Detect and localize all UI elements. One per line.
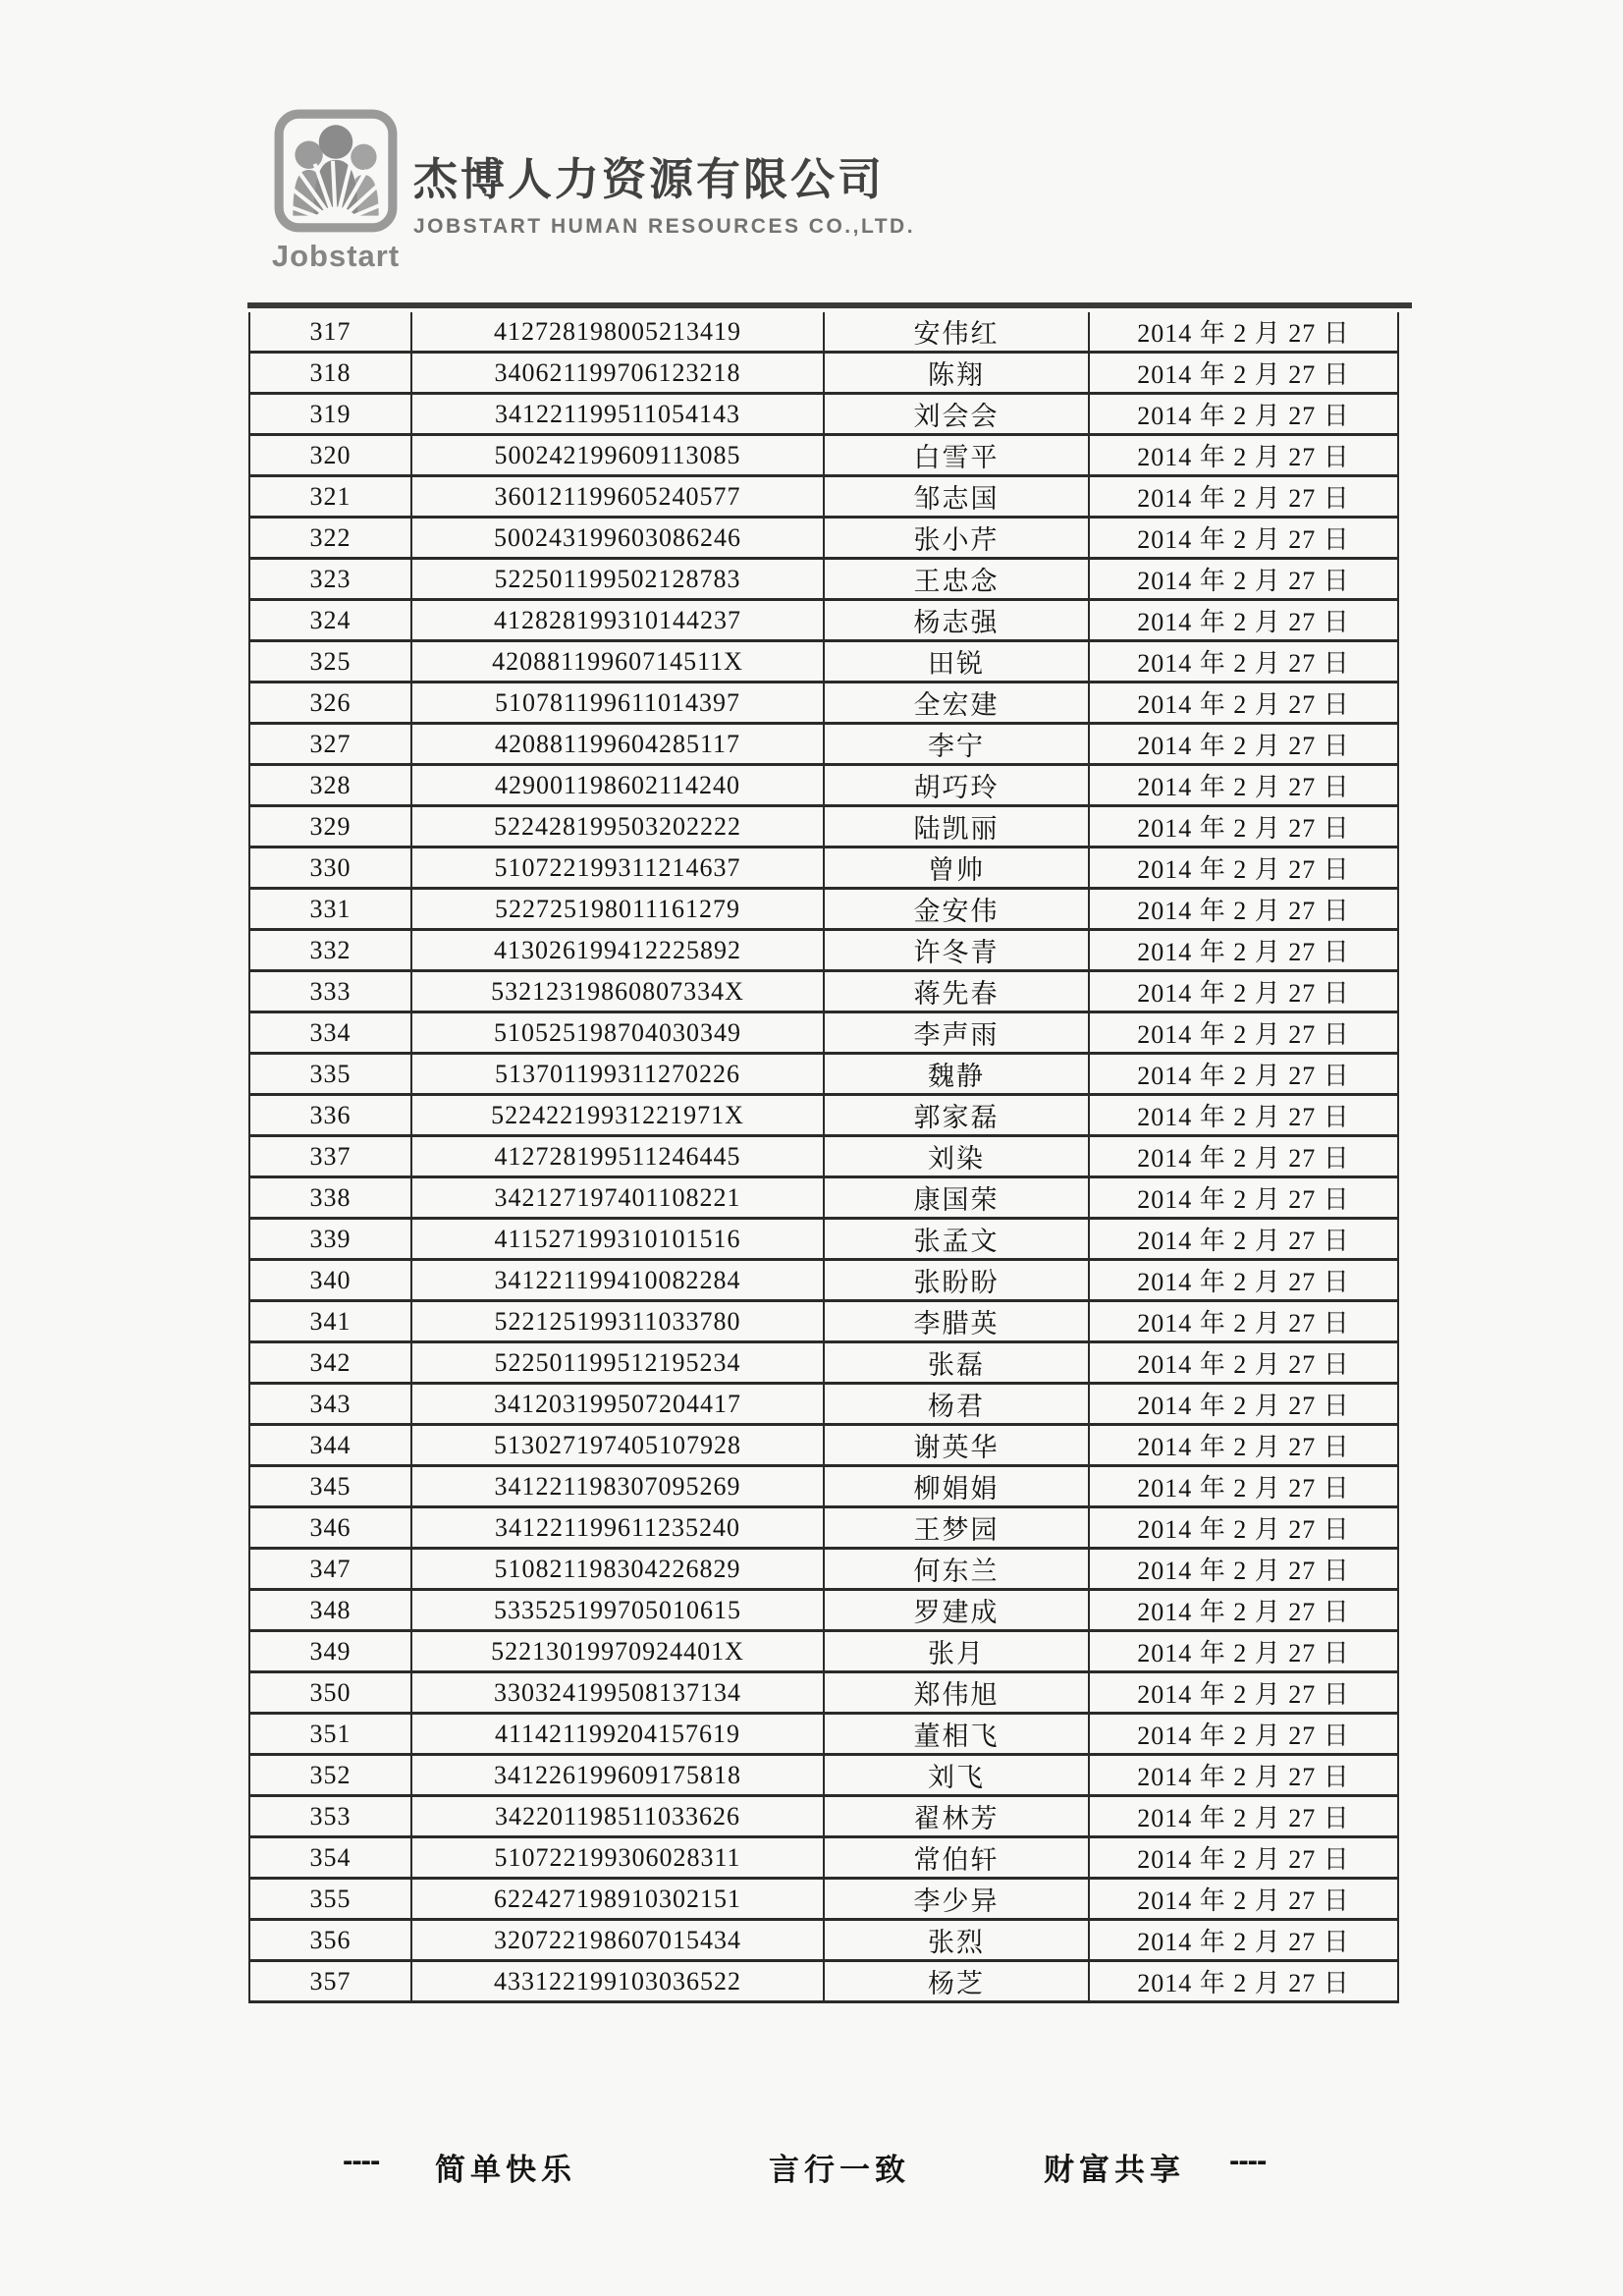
id-number-cell: 341221199611235240: [411, 1507, 824, 1549]
date-cell: 2014 年 2 月 27 日: [1089, 394, 1398, 435]
table-row: [249, 971, 1398, 1012]
name-cell: 杨志强: [824, 600, 1089, 641]
id-number-cell: 42088119960714511X: [411, 641, 824, 683]
name-cell: 魏静: [824, 1054, 1089, 1095]
date-cell: 2014 年 2 月 27 日: [1089, 353, 1398, 394]
logo-wordmark: Jobstart: [271, 239, 401, 273]
id-number-cell: 433122199103036522: [411, 1961, 824, 2002]
footer-slogan-wealth: 财富共享: [1044, 2153, 1185, 2187]
date-cell: 2014 年 2 月 27 日: [1089, 476, 1398, 518]
table-row: [249, 1301, 1398, 1342]
row-index-cell: 345: [249, 1466, 411, 1507]
table-row: [249, 1590, 1398, 1631]
id-number-cell: 522428199503202222: [411, 806, 824, 847]
row-index-cell: 321: [249, 476, 411, 518]
row-index-cell: 334: [249, 1012, 411, 1054]
table-row: [249, 1136, 1398, 1177]
name-cell: 金安伟: [824, 889, 1089, 930]
date-cell: 2014 年 2 月 27 日: [1089, 683, 1398, 724]
table-row: [249, 1755, 1398, 1796]
name-cell: 何东兰: [824, 1549, 1089, 1590]
row-index-cell: 331: [249, 889, 411, 930]
row-index-cell: 356: [249, 1920, 411, 1961]
table-row: [249, 394, 1398, 435]
name-cell: 曾帅: [824, 847, 1089, 889]
id-number-cell: 513701199311270226: [411, 1054, 824, 1095]
table-row: [249, 1219, 1398, 1260]
id-number-cell: 53212319860807334X: [411, 971, 824, 1012]
date-cell: 2014 年 2 月 27 日: [1089, 641, 1398, 683]
date-cell: 2014 年 2 月 27 日: [1089, 1095, 1398, 1136]
id-number-cell: 341203199507204417: [411, 1384, 824, 1425]
name-cell: 张盼盼: [824, 1260, 1089, 1301]
name-cell: 陈翔: [824, 353, 1089, 394]
date-cell: 2014 年 2 月 27 日: [1089, 518, 1398, 559]
table-row: [249, 1260, 1398, 1301]
date-cell: 2014 年 2 月 27 日: [1089, 724, 1398, 765]
row-index-cell: 332: [249, 930, 411, 971]
name-cell: 白雪平: [824, 435, 1089, 476]
date-cell: 2014 年 2 月 27 日: [1089, 1054, 1398, 1095]
name-cell: 张月: [824, 1631, 1089, 1672]
date-cell: 2014 年 2 月 27 日: [1089, 889, 1398, 930]
company-name-chinese: 杰博人力资源有限公司: [413, 154, 886, 204]
date-cell: 2014 年 2 月 27 日: [1089, 1837, 1398, 1879]
row-index-cell: 352: [249, 1755, 411, 1796]
name-cell: 张磊: [824, 1342, 1089, 1384]
name-cell: 刘染: [824, 1136, 1089, 1177]
table-row: [249, 1879, 1398, 1920]
date-cell: 2014 年 2 月 27 日: [1089, 806, 1398, 847]
name-cell: 陆凯丽: [824, 806, 1089, 847]
table-row: [249, 1425, 1398, 1466]
id-number-cell: 420881199604285117: [411, 724, 824, 765]
id-number-cell: 522501199512195234: [411, 1342, 824, 1384]
date-cell: 2014 年 2 月 27 日: [1089, 1755, 1398, 1796]
table-row: [249, 1342, 1398, 1384]
name-cell: 杨君: [824, 1384, 1089, 1425]
name-cell: 王忠念: [824, 559, 1089, 600]
footer-dash-right: ----: [1229, 2143, 1267, 2177]
date-cell: 2014 年 2 月 27 日: [1089, 1301, 1398, 1342]
row-index-cell: 347: [249, 1549, 411, 1590]
table-row: [249, 1672, 1398, 1714]
date-cell: 2014 年 2 月 27 日: [1089, 1425, 1398, 1466]
table-row: [249, 1631, 1398, 1672]
date-cell: 2014 年 2 月 27 日: [1089, 1549, 1398, 1590]
id-number-cell: 500242199609113085: [411, 435, 824, 476]
table-row: [249, 1796, 1398, 1837]
row-index-cell: 320: [249, 435, 411, 476]
row-index-cell: 337: [249, 1136, 411, 1177]
row-index-cell: 327: [249, 724, 411, 765]
name-cell: 刘会会: [824, 394, 1089, 435]
id-number-cell: 340621199706123218: [411, 353, 824, 394]
id-number-cell: 412828199310144237: [411, 600, 824, 641]
table-row: [249, 1714, 1398, 1755]
row-index-cell: 319: [249, 394, 411, 435]
id-number-cell: 429001198602114240: [411, 765, 824, 806]
table-row: [249, 1837, 1398, 1879]
row-index-cell: 341: [249, 1301, 411, 1342]
date-cell: 2014 年 2 月 27 日: [1089, 1260, 1398, 1301]
id-number-cell: 330324199508137134: [411, 1672, 824, 1714]
id-number-cell: 341221198307095269: [411, 1466, 824, 1507]
row-index-cell: 326: [249, 683, 411, 724]
footer-dash-left: ----: [343, 2143, 380, 2177]
company-logo: [261, 106, 410, 274]
id-number-cell: 510525198704030349: [411, 1012, 824, 1054]
table-row: [249, 765, 1398, 806]
table-row: [249, 353, 1398, 394]
date-cell: 2014 年 2 月 27 日: [1089, 600, 1398, 641]
name-cell: 董相飞: [824, 1714, 1089, 1755]
date-cell: 2014 年 2 月 27 日: [1089, 1714, 1398, 1755]
row-index-cell: 323: [249, 559, 411, 600]
table-row: [249, 1507, 1398, 1549]
id-number-cell: 510722199311214637: [411, 847, 824, 889]
date-cell: 2014 年 2 月 27 日: [1089, 1631, 1398, 1672]
table-row: [249, 1384, 1398, 1425]
id-number-cell: 320722198607015434: [411, 1920, 824, 1961]
row-index-cell: 339: [249, 1219, 411, 1260]
table-row: [249, 1054, 1398, 1095]
row-index-cell: 325: [249, 641, 411, 683]
table-row: [249, 683, 1398, 724]
id-number-cell: 413026199412225892: [411, 930, 824, 971]
name-cell: 李腊英: [824, 1301, 1089, 1342]
table-row: [249, 806, 1398, 847]
date-cell: 2014 年 2 月 27 日: [1089, 847, 1398, 889]
name-cell: 王梦园: [824, 1507, 1089, 1549]
name-cell: 李少异: [824, 1879, 1089, 1920]
table-row: [249, 930, 1398, 971]
row-index-cell: 357: [249, 1961, 411, 2002]
date-cell: 2014 年 2 月 27 日: [1089, 1920, 1398, 1961]
table-row: [249, 559, 1398, 600]
row-index-cell: 344: [249, 1425, 411, 1466]
date-cell: 2014 年 2 月 27 日: [1089, 971, 1398, 1012]
table-row: [249, 312, 1398, 353]
table-row: [249, 1920, 1398, 1961]
id-number-cell: 522125199311033780: [411, 1301, 824, 1342]
id-number-cell: 533525199705010615: [411, 1590, 824, 1631]
name-cell: 常伯轩: [824, 1837, 1089, 1879]
id-number-cell: 342201198511033626: [411, 1796, 824, 1837]
id-number-cell: 52213019970924401X: [411, 1631, 824, 1672]
table-row: [249, 1095, 1398, 1136]
date-cell: 2014 年 2 月 27 日: [1089, 1796, 1398, 1837]
row-index-cell: 338: [249, 1177, 411, 1219]
id-number-cell: 341221199410082284: [411, 1260, 824, 1301]
name-cell: 谢英华: [824, 1425, 1089, 1466]
id-number-cell: 412728199511246445: [411, 1136, 824, 1177]
name-cell: 蒋先春: [824, 971, 1089, 1012]
id-number-cell: 52242219931221971X: [411, 1095, 824, 1136]
footer-slogan-happy: 简单快乐: [435, 2153, 576, 2187]
table-row: [249, 1549, 1398, 1590]
row-index-cell: 343: [249, 1384, 411, 1425]
date-cell: 2014 年 2 月 27 日: [1089, 1342, 1398, 1384]
name-cell: 安伟红: [824, 312, 1089, 353]
name-cell: 刘飞: [824, 1755, 1089, 1796]
id-number-cell: 522501199502128783: [411, 559, 824, 600]
table-row: [249, 1961, 1398, 2002]
id-number-cell: 341221199511054143: [411, 394, 824, 435]
row-index-cell: 329: [249, 806, 411, 847]
date-cell: 2014 年 2 月 27 日: [1089, 765, 1398, 806]
row-index-cell: 355: [249, 1879, 411, 1920]
row-index-cell: 354: [249, 1837, 411, 1879]
id-number-cell: 622427198910302151: [411, 1879, 824, 1920]
row-index-cell: 353: [249, 1796, 411, 1837]
name-cell: 田锐: [824, 641, 1089, 683]
name-cell: 罗建成: [824, 1590, 1089, 1631]
company-name-block: [413, 143, 915, 239]
id-number-cell: 510821198304226829: [411, 1549, 824, 1590]
date-cell: 2014 年 2 月 27 日: [1089, 930, 1398, 971]
name-cell: 全宏建: [824, 683, 1089, 724]
table-row: [249, 889, 1398, 930]
row-index-cell: 340: [249, 1260, 411, 1301]
date-cell: 2014 年 2 月 27 日: [1089, 1177, 1398, 1219]
date-cell: 2014 年 2 月 27 日: [1089, 1219, 1398, 1260]
id-number-cell: 360121199605240577: [411, 476, 824, 518]
header-divider: [247, 302, 1412, 308]
row-index-cell: 350: [249, 1672, 411, 1714]
id-number-cell: 412728198005213419: [411, 312, 824, 353]
name-cell: 柳娟娟: [824, 1466, 1089, 1507]
name-cell: 郑伟旭: [824, 1672, 1089, 1714]
date-cell: 2014 年 2 月 27 日: [1089, 1507, 1398, 1549]
name-cell: 李声雨: [824, 1012, 1089, 1054]
row-index-cell: 351: [249, 1714, 411, 1755]
name-cell: 郭家磊: [824, 1095, 1089, 1136]
table-row: [249, 518, 1398, 559]
name-cell: 杨芝: [824, 1961, 1089, 2002]
roster-table: [248, 312, 1399, 2003]
table-row: [249, 476, 1398, 518]
id-number-cell: 522725198011161279: [411, 889, 824, 930]
company-name-english: JOBSTART HUMAN RESOURCES CO.,LTD.: [413, 215, 916, 238]
name-cell: 胡巧玲: [824, 765, 1089, 806]
date-cell: 2014 年 2 月 27 日: [1089, 312, 1398, 353]
id-number-cell: 342127197401108221: [411, 1177, 824, 1219]
name-cell: 翟林芳: [824, 1796, 1089, 1837]
date-cell: 2014 年 2 月 27 日: [1089, 1466, 1398, 1507]
name-cell: 张孟文: [824, 1219, 1089, 1260]
id-number-cell: 341226199609175818: [411, 1755, 824, 1796]
jobstart-logo-icon: [271, 106, 401, 238]
id-number-cell: 513027197405107928: [411, 1425, 824, 1466]
name-cell: 张小芹: [824, 518, 1089, 559]
date-cell: 2014 年 2 月 27 日: [1089, 1136, 1398, 1177]
row-index-cell: 328: [249, 765, 411, 806]
row-index-cell: 317: [249, 312, 411, 353]
name-cell: 许冬青: [824, 930, 1089, 971]
row-index-cell: 342: [249, 1342, 411, 1384]
footer-slogan: [0, 2143, 1623, 2187]
table-row: [249, 435, 1398, 476]
id-number-cell: 411527199310101516: [411, 1219, 824, 1260]
table-row: [249, 1177, 1398, 1219]
row-index-cell: 330: [249, 847, 411, 889]
name-cell: 邹志国: [824, 476, 1089, 518]
row-index-cell: 333: [249, 971, 411, 1012]
date-cell: 2014 年 2 月 27 日: [1089, 1879, 1398, 1920]
id-number-cell: 510781199611014397: [411, 683, 824, 724]
date-cell: 2014 年 2 月 27 日: [1089, 1590, 1398, 1631]
table-row: [249, 847, 1398, 889]
date-cell: 2014 年 2 月 27 日: [1089, 1384, 1398, 1425]
id-number-cell: 411421199204157619: [411, 1714, 824, 1755]
table-row: [249, 600, 1398, 641]
row-index-cell: 322: [249, 518, 411, 559]
date-cell: 2014 年 2 月 27 日: [1089, 435, 1398, 476]
row-index-cell: 348: [249, 1590, 411, 1631]
row-index-cell: 335: [249, 1054, 411, 1095]
date-cell: 2014 年 2 月 27 日: [1089, 1961, 1398, 2002]
name-cell: 李宁: [824, 724, 1089, 765]
name-cell: 张烈: [824, 1920, 1089, 1961]
table-row: [249, 1012, 1398, 1054]
row-index-cell: 324: [249, 600, 411, 641]
row-index-cell: 346: [249, 1507, 411, 1549]
name-cell: 康国荣: [824, 1177, 1089, 1219]
row-index-cell: 318: [249, 353, 411, 394]
table-row: [249, 724, 1398, 765]
row-index-cell: 336: [249, 1095, 411, 1136]
table-row: [249, 641, 1398, 683]
id-number-cell: 510722199306028311: [411, 1837, 824, 1879]
footer-slogan-consistent: 言行一致: [769, 2153, 910, 2187]
row-index-cell: 349: [249, 1631, 411, 1672]
date-cell: 2014 年 2 月 27 日: [1089, 1672, 1398, 1714]
date-cell: 2014 年 2 月 27 日: [1089, 1012, 1398, 1054]
id-number-cell: 500243199603086246: [411, 518, 824, 559]
table-row: [249, 1466, 1398, 1507]
date-cell: 2014 年 2 月 27 日: [1089, 559, 1398, 600]
